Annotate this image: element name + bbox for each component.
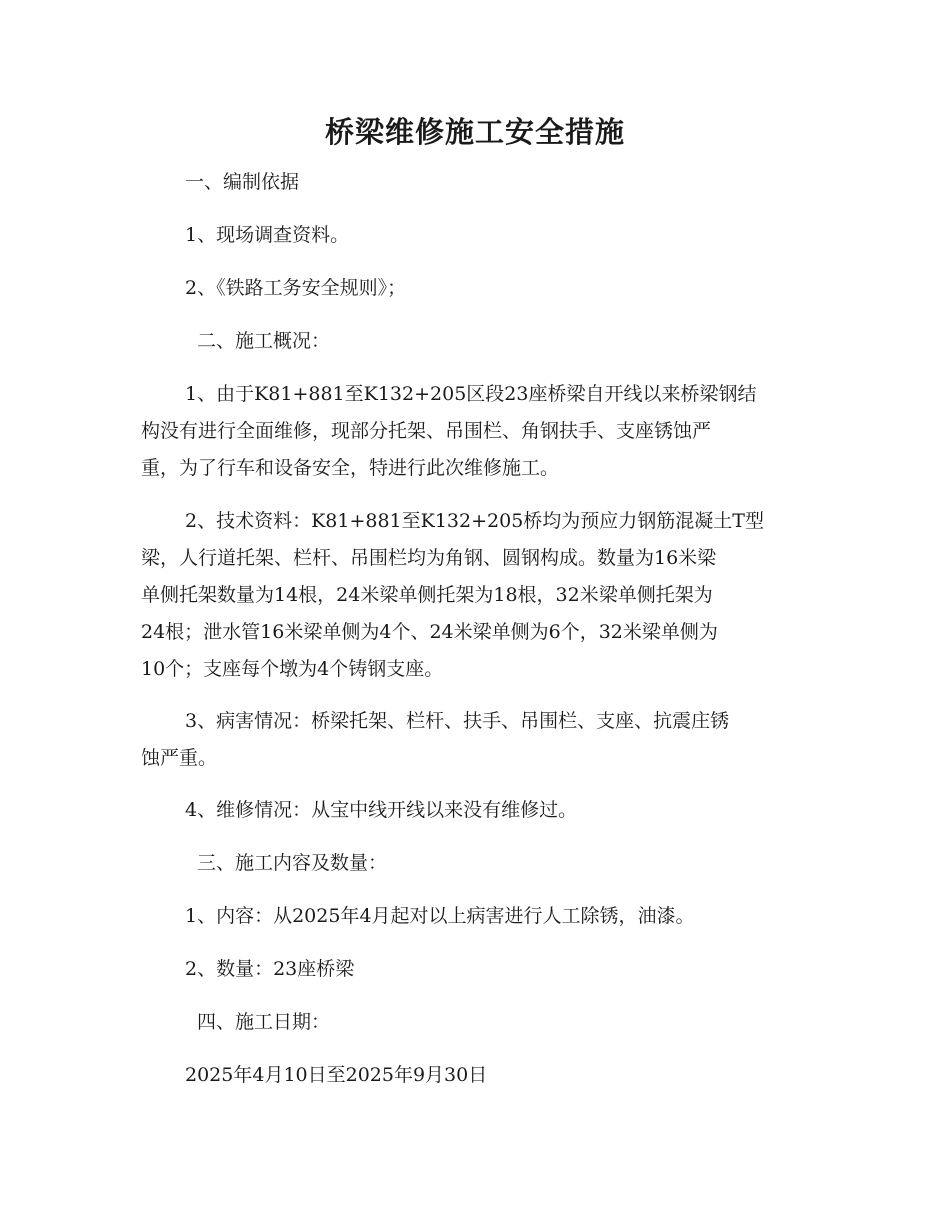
overview-item-4: 4、维修情况：从宝中线开线以来没有维修过。 (185, 799, 578, 821)
basis-item-2: 2、《铁路工务安全规则》； (185, 277, 407, 299)
overview-item-2-line-1: 2、技术资料：K81+881至K132+205桥均为预应力钢筋混凝土T型 (185, 510, 764, 532)
overview-item-1-line-3: 重，为了行车和设备安全，特进行此次维修施工。 (141, 457, 560, 479)
overview-item-1-line-2: 构没有进行全面维修，现部分托架、吊围栏、角钢扶手、支座锈蚀严 (141, 420, 712, 442)
dates-item-1: 2025年4月10日至2025年9月30日 (185, 1064, 488, 1086)
overview-item-2-line-5: 10个；支座每个墩为4个铸钢支座。 (141, 658, 444, 680)
overview-item-2-line-4: 24根；泄水管16米梁单侧为4个、24米梁单侧为6个，32米梁单侧为 (141, 621, 718, 643)
overview-item-2-line-3: 单侧托架数量为14根，24米梁单侧托架为18根，32米梁单侧托架为 (141, 584, 713, 606)
overview-item-2 (141, 503, 811, 688)
basis-item-1: 1、现场调查资料。 (185, 224, 350, 246)
overview-item-3-line-2: 蚀严重。 (141, 747, 218, 769)
content-item-1: 1、内容：从2025年4月起对以上病害进行人工除锈，油漆。 (185, 905, 695, 927)
overview-item-2-line-2: 梁，人行道托架、栏杆、吊围栏均为角钢、圆钢构成。数量为16米梁 (141, 547, 717, 569)
overview-item-1-line-1: 1、由于K81+881至K132+205区段23座桥梁自开线以来桥梁钢结 (185, 383, 757, 405)
section-heading-dates: 四、施工日期： (197, 1011, 331, 1033)
overview-item-3 (141, 703, 811, 777)
overview-item-3-line-1: 3、病害情况：桥梁托架、栏杆、扶手、吊围栏、支座、抗震庄锈 (185, 710, 730, 732)
content-item-2: 2、数量：23座桥梁 (185, 958, 355, 980)
section-heading-content: 三、施工内容及数量： (197, 852, 388, 874)
section-heading-overview: 二、施工概况： (197, 330, 331, 352)
document-title: 桥梁维修施工安全措施 (324, 115, 625, 149)
overview-item-1 (141, 376, 811, 487)
section-heading-basis: 一、编制依据 (185, 171, 300, 193)
